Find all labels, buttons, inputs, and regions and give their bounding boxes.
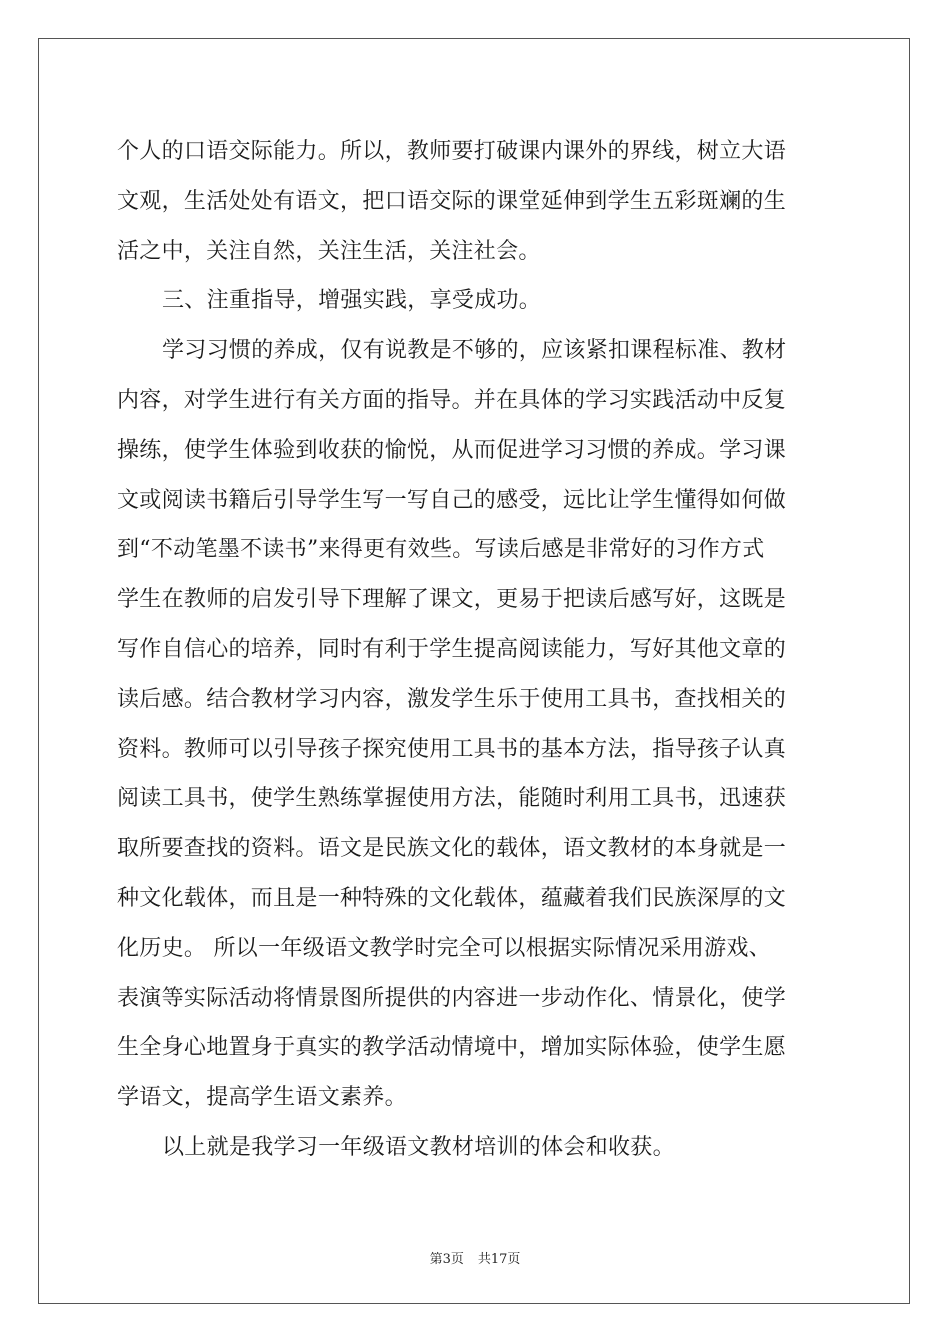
text-line: 到“不动笔墨不读书”来得更有效些。写读后感是非常好的习作方式: [117, 537, 765, 563]
text-line: 活之中，关注自然，关注生活，关注社会。: [117, 238, 541, 264]
text-line: 生全身心地置身于真实的教学活动情境中，增加实际体验，使学生愿: [117, 1035, 787, 1061]
text-line: 学习习惯的养成，仅有说教是不够的，应该紧扣课程标准、教材: [162, 338, 787, 364]
text-line: 取所要查找的资料。语文是民族文化的载体，语文教材的本身就是一: [117, 836, 787, 862]
document-body: [117, 127, 833, 1173]
text-line: 化历史。 所以一年级语文教学时完全可以根据实际情况采用游戏、: [117, 935, 771, 961]
text-line: 资料。教师可以引导孩子探究使用工具书的基本方法，指导孩子认真: [117, 736, 787, 762]
text-line: 读后感。结合教材学习内容，激发学生乐于使用工具书，查找相关的: [117, 686, 787, 712]
text-line: 阅读工具书，使学生熟练掌握使用方法，能随时利用工具书，迅速获: [117, 786, 787, 812]
text-line: 学语文，提高学生语文素养。: [117, 1085, 407, 1111]
text-line: 内容，对学生进行有关方面的指导。并在具体的学习实践活动中反复: [117, 387, 787, 413]
text-line: 操练，使学生体验到收获的愉悦，从而促进学习习惯的养成。学习课: [117, 437, 787, 463]
page-footer: [0, 1248, 950, 1267]
section-heading: 三、注重指导，增强实践，享受成功。: [162, 288, 542, 314]
text-line: 种文化载体，而且是一种特殊的文化载体，蕴藏着我们民族深厚的文: [117, 885, 787, 911]
text-line: 文或阅读书籍后引导学生写一写自己的感受，远比让学生懂得如何做: [117, 487, 787, 513]
text-line: 个人的口语交际能力。所以，教师要打破课内课外的界线，树立大语: [117, 139, 787, 164]
closing-line: 以上就是我学习一年级语文教材培训的体会和收获。: [162, 1134, 675, 1160]
page-number: 第3页: [429, 1252, 464, 1267]
text-line: 文观，生活处处有语文，把口语交际的课堂延伸到学生五彩斑斓的生: [117, 188, 787, 214]
page-total: 共17页: [477, 1252, 521, 1267]
text-line: 表演等实际活动将情景图所提供的内容进一步动作化、情景化，使学: [117, 985, 787, 1011]
text-line: 学生在教师的启发引导下理解了课文，更易于把读后感写好，这既是: [117, 587, 787, 613]
text-line: 写作自信心的培养，同时有利于学生提高阅读能力，写好其他文章的: [117, 636, 787, 662]
